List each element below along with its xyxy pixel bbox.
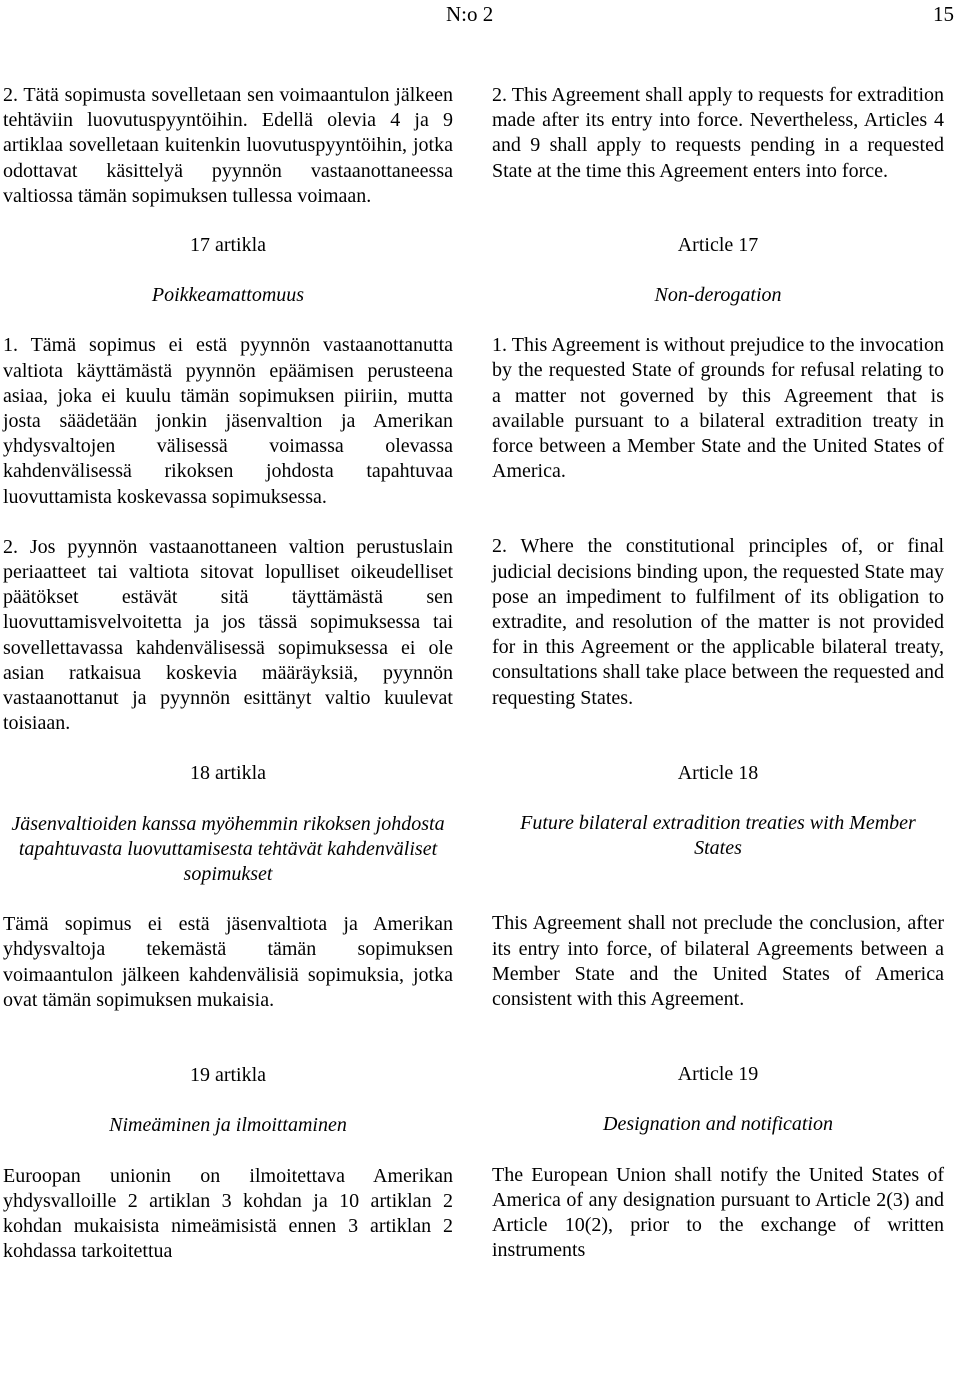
- fi-article16-paragraph2: 2. Tätä sopimusta sovelletaan sen voimaantulon jälkeen tehtäviin luovutuspyyntöihin. Edellä olevia 4 ja 9 artiklaa sovelletaan kuitenkin luovutuspyyntöihin, jotka odottavat käsittelyä pyynnön vastaanottaneessa valtiossa tämän sopimuksen tullessa voimaan.: [3, 84, 453, 207]
- en-article18-paragraph: This Agreement shall not preclude the conclusion, after its entry into force, of bilateral Agreements between a Member State and the United States of America consistent with this Agreement.: [492, 912, 944, 1011]
- en-article17-heading: Article 17: [677, 233, 759, 256]
- en-article16-paragraph2: 2. This Agreement shall apply to requests for extradition made after its entry into force. Nevertheless, Articles 4 and 9 shall apply to requests pending in a requested State at the time this Agreement enters into force.: [492, 84, 944, 182]
- fi-article18-title: Jäsenvaltioiden kanssa myöhemmin rikoksen johdosta tapahtuvasta luovuttamisesta tehtävät kahdenväliset sopimukset: [11, 812, 445, 886]
- en-article19-title: Designation and notification: [603, 1113, 833, 1136]
- fi-article18-heading: 18 artikla: [189, 762, 267, 785]
- fi-article17-paragraph1: 1. Tämä sopimus ei estä pyynnön vastaanottanutta valtiota käyttämästä pyynnön epäämisen perusteena asiaa, joka ei kuulu tämän sopimuksen piiriin, mutta josta säädetään jonkin jäsenvaltion ja Amerikan yhdysvaltojen välisessä voimassa olevassa kahdenvälisessä rikoksen johdosta tapahtuvaa luovuttamista koskevassa sopimuksessa.: [3, 334, 453, 508]
- fi-article17-heading: 17 artikla: [189, 234, 267, 257]
- english-column: [492, 83, 944, 1264]
- finnish-column: [3, 83, 453, 1264]
- en-article19-paragraph: The European Union shall notify the United States of America of any designation pursuant to Article 2(3) and Article 10(2), prior to the exchange of written instruments: [492, 1163, 944, 1262]
- en-article19-heading: Article 19: [677, 1063, 759, 1086]
- en-article17-paragraph1: 1. This Agreement is without prejudice to the invocation by the requested State of grounds for refusal relating to a matter not governed by this Agreement that is available pursuant to a bilateral extradition treaty in force between a Member State and the United States of America.: [492, 334, 944, 483]
- fi-article17-paragraph2: 2. Jos pyynnön vastaanottaneen valtion perustuslain periaatteet tai valtiota sitovat lopulliset oikeudelliset päätökset estävät sitä täyttämästä sen luovuttamisvelvoitetta ja jos tässä sopimuksessa tai sovellettavassa kahdenvälisessä sopimuksessa ei ole asian ratkaisua koskevia määräyksiä, pyynnön vastaanottanut ja pyynnön esittänyt valtio kuulevat toisiaan.: [3, 535, 453, 735]
- fi-article18-paragraph: Tämä sopimus ei estä jäsenvaltiota ja Amerikan yhdysvaltoja tekemästä tämän sopimuksen voimaantulon jälkeen kahdenvälisiä sopimuksia, jotka ovat tämän sopimuksen mukaisia.: [3, 913, 453, 1011]
- en-article18-heading: Article 18: [677, 761, 759, 784]
- fi-article17-title: Poikkeamattomuus: [151, 284, 305, 307]
- en-article18-title: Future bilateral extradition treaties with Member States: [520, 812, 916, 860]
- issue-number: N:o 2: [446, 2, 494, 26]
- fi-article19-title: Nimeäminen ja ilmoittaminen: [109, 1114, 347, 1137]
- page-header: [0, 2, 960, 30]
- en-article17-paragraph2: 2. Where the constitutional principles of, or final judicial decisions binding upon, the requested State may pose an impediment to fulfilment of its obligation to extradite, and resolution of the matter is not provided for in this Agreement or the applicable bilateral treaty, consultations shall take place between the requested and requesting States.: [492, 535, 944, 709]
- fi-article19-heading: 19 artikla: [189, 1064, 267, 1087]
- fi-article19-paragraph: Euroopan unionin on ilmoitettava Amerikan yhdysvalloille 2 artiklan 3 kohdan ja 10 artiklan 2 kohdan mukaisista nimeämisistä ennen 3 artiklan 2 kohdassa tarkoitettua: [3, 1164, 453, 1263]
- en-article17-title: Non-derogation: [654, 284, 782, 307]
- page-number: 15: [933, 2, 954, 26]
